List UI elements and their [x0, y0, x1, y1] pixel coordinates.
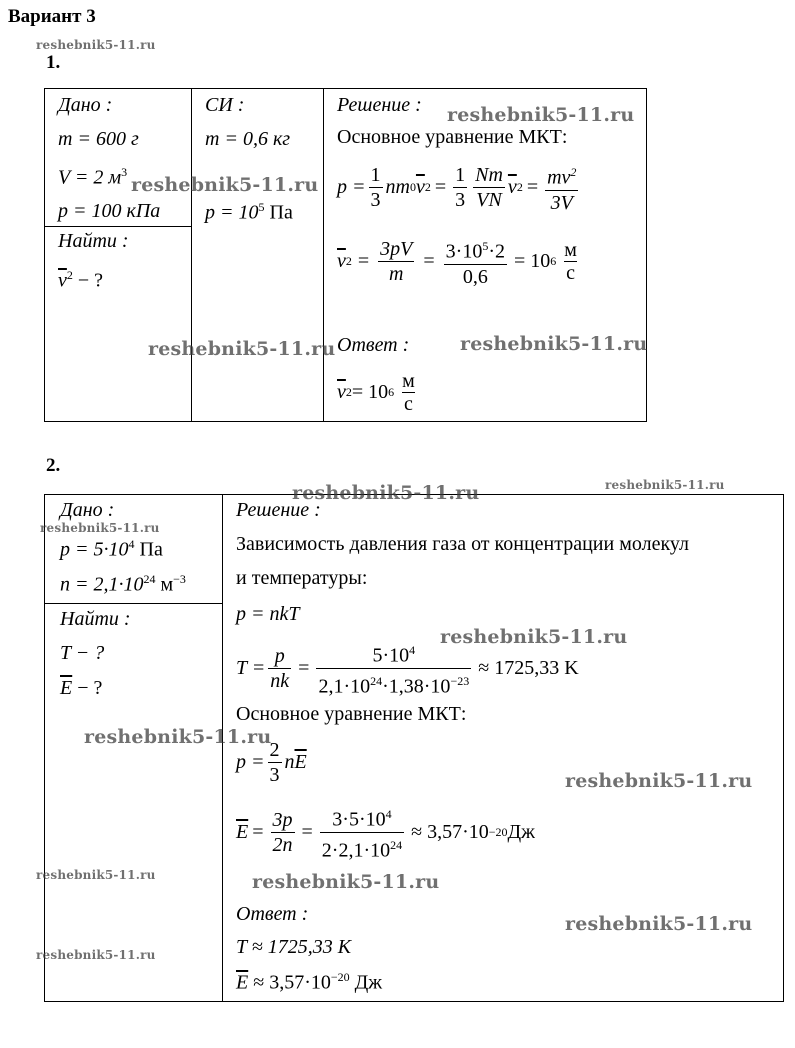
watermark: reshebnik5-11.ru — [36, 38, 156, 52]
equation-title: Основное уравнение МКТ: — [236, 703, 467, 725]
equation-p-energy: p = $\frac{2}{3}$ n $\overline{E}$ — [236, 739, 307, 786]
watermark: reshebnik5-11.ru — [460, 333, 648, 355]
problem-1-number: 1. — [46, 52, 61, 73]
watermark: reshebnik5-11.ru — [131, 174, 319, 196]
find-value: $\overline{v}^2$ − ? — [58, 268, 104, 292]
solution-text: Зависимость давления газа от концентрации молекул — [236, 533, 689, 555]
find-energy: $\overline{E}$ − ? — [60, 677, 103, 699]
watermark: reshebnik5-11.ru — [292, 482, 480, 504]
table-divider — [191, 88, 192, 422]
watermark: reshebnik5-11.ru — [148, 338, 336, 360]
given-concentration: $n = 2,1\cdot 10^{24}$ $м^{-3}$ — [60, 572, 186, 596]
equation-mkt: p = $\frac{1}{3}$ nm 0 $\overline{v}$ 2 = $\frac{1}{3}$ $\frac{Nm}{VN}$ $\overline{v}$ 2 = $\frac{mv^2}{3V}$ — [337, 160, 581, 215]
find-label: Найти : — [58, 230, 129, 252]
given-mass: m = 600 г — [58, 128, 139, 150]
si-pressure: $p = 10^5$ Па — [205, 200, 293, 224]
solution-label: Решение : — [236, 499, 321, 521]
equation-title: Основное уравнение МКТ: — [337, 126, 568, 148]
given-pressure: $p = 5\cdot 10^4$ Па — [60, 537, 163, 561]
table-divider — [44, 226, 192, 227]
watermark: reshebnik5-11.ru — [605, 478, 725, 492]
si-mass: m = 0,6 кг — [205, 128, 291, 150]
si-label: СИ : — [205, 94, 245, 116]
watermark: reshebnik5-11.ru — [84, 726, 272, 748]
given-label: Дано : — [58, 94, 113, 116]
answer-label: Ответ : — [236, 903, 309, 925]
given-volume: V = 2 $м^3$ — [58, 165, 128, 189]
watermark: reshebnik5-11.ru — [252, 871, 440, 893]
equation-energy: $\overline{E}$ = $\frac{3p}{2n}$ = $\frac{3\cdot 5\cdot 10^4}{2\cdot 2,1\cdot 10^{24}}$ ≈ 3,57·10 −20 Дж — [236, 802, 535, 862]
find-label: Найти : — [60, 608, 131, 630]
page-title: Вариант 3 — [8, 6, 96, 27]
given-label: Дано : — [60, 499, 115, 521]
table-divider — [323, 88, 324, 422]
equation-p-nkt: p = nkT — [236, 603, 300, 625]
equation-temperature: T = $\frac{p}{nk}$ = $\frac{5\cdot 10^4}{2,1\cdot 10^{24}\cdot 1,38\cdot 10^{-23}}$ ≈ 1725,33 K — [236, 638, 579, 698]
table-divider — [222, 494, 223, 1002]
solution-text: и температуры: — [236, 567, 368, 589]
find-temperature: T − ? — [60, 642, 105, 664]
watermark: reshebnik5-11.ru — [36, 868, 156, 882]
watermark: reshebnik5-11.ru — [40, 521, 160, 535]
watermark: reshebnik5-11.ru — [565, 913, 753, 935]
given-pressure: p = 100 кПа — [58, 200, 161, 222]
answer-label: Ответ : — [337, 334, 410, 356]
table-divider — [44, 603, 223, 604]
watermark: reshebnik5-11.ru — [440, 626, 628, 648]
watermark: reshebnik5-11.ru — [565, 770, 753, 792]
answer-temperature: T ≈ 1725,33 K — [236, 936, 352, 958]
problem-2-number: 2. — [46, 455, 61, 476]
answer-energy: $\overline{E} \approx 3,57\cdot 10^{-20}$ Дж — [236, 970, 383, 994]
solution-label: Решение : — [337, 94, 422, 116]
answer-value: $\overline{v}$ 2 = 10 6 м с — [337, 370, 415, 415]
watermark: reshebnik5-11.ru — [36, 948, 156, 962]
equation-v-squared: $\overline{v}$ 2 = $\frac{3pV}{m}$ = $\frac{3\cdot 10^5\cdot 2}{0,6}$ = 10 6 м с — [337, 234, 577, 289]
watermark: reshebnik5-11.ru — [447, 104, 635, 126]
